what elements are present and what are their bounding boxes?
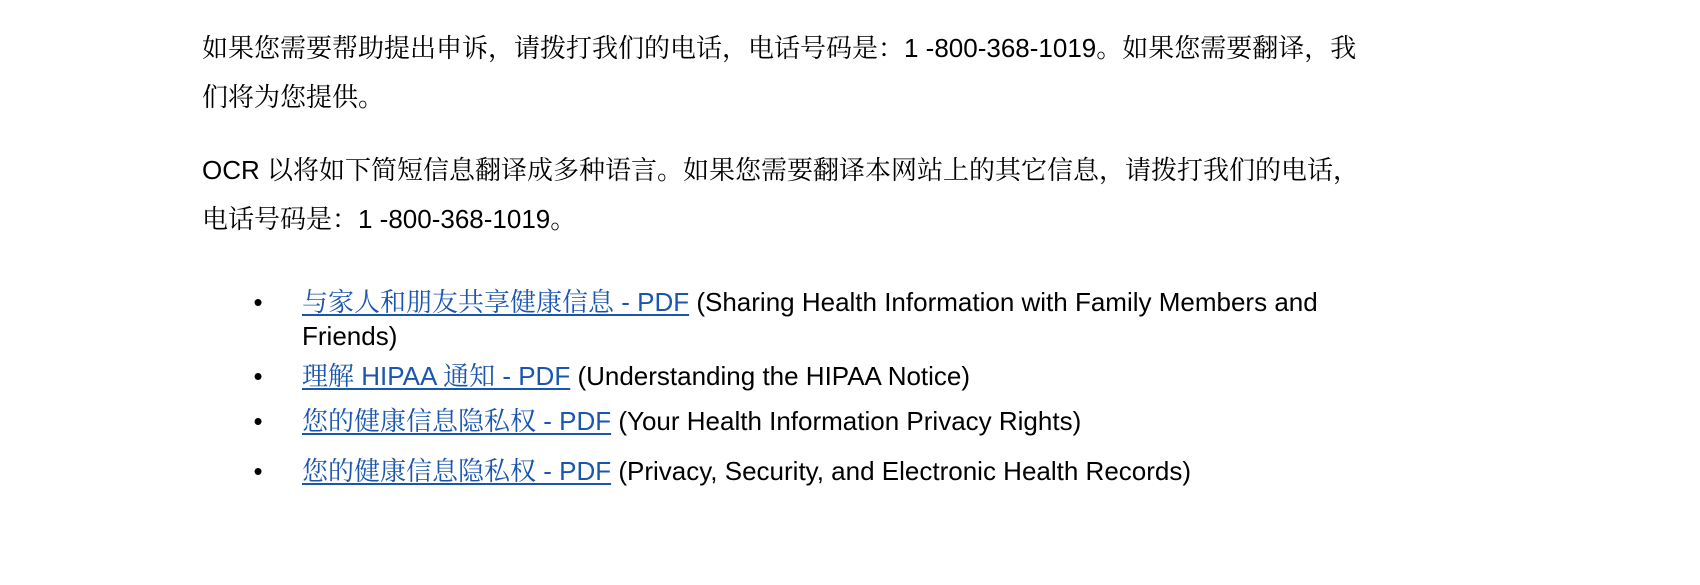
list-item (253, 404, 1502, 438)
paragraph-line: 们将为您提供。 (202, 82, 385, 112)
paragraph-line: 如果您需要帮助提出申诉，请拨打我们的电话，电话号码是：1 -800-368-1019。如果您需要翻译，我 (202, 33, 1357, 63)
bullet-icon: • (253, 456, 263, 486)
link-description-continued: Friends) (302, 321, 398, 351)
pdf-link-sharing-health-info[interactable]: 与家人和朋友共享健康信息 - PDF (302, 287, 690, 317)
paragraph-line: OCR 以将如下简短信息翻译成多种语言。如果您需要翻译本网站上的其它信息，请拨打我们的电话， (202, 155, 1360, 185)
link-description: (Your Health Information Privacy Rights) (611, 406, 1082, 436)
link-description: (Privacy, Security, and Electronic Health Records) (611, 456, 1192, 486)
complaint-help-paragraph (202, 24, 1522, 122)
list-item (253, 454, 1502, 488)
list-item (253, 359, 1502, 393)
paragraph-line: 电话号码是：1 -800-368-1019。 (202, 204, 577, 234)
list-item (253, 285, 1502, 353)
pdf-link-privacy-rights[interactable]: 您的健康信息隐私权 - PDF (302, 406, 612, 436)
bullet-icon: • (253, 287, 263, 317)
bullet-icon: • (253, 361, 263, 391)
bullet-icon: • (253, 406, 263, 436)
link-description: (Sharing Health Information with Family Members and (689, 287, 1318, 317)
translation-info-paragraph (202, 146, 1522, 244)
link-description: (Understanding the HIPAA Notice) (570, 361, 971, 391)
pdf-link-understanding-hipaa[interactable]: 理解 HIPAA 通知 - PDF (302, 361, 571, 391)
pdf-link-electronic-health-records[interactable]: 您的健康信息隐私权 - PDF (302, 456, 612, 486)
